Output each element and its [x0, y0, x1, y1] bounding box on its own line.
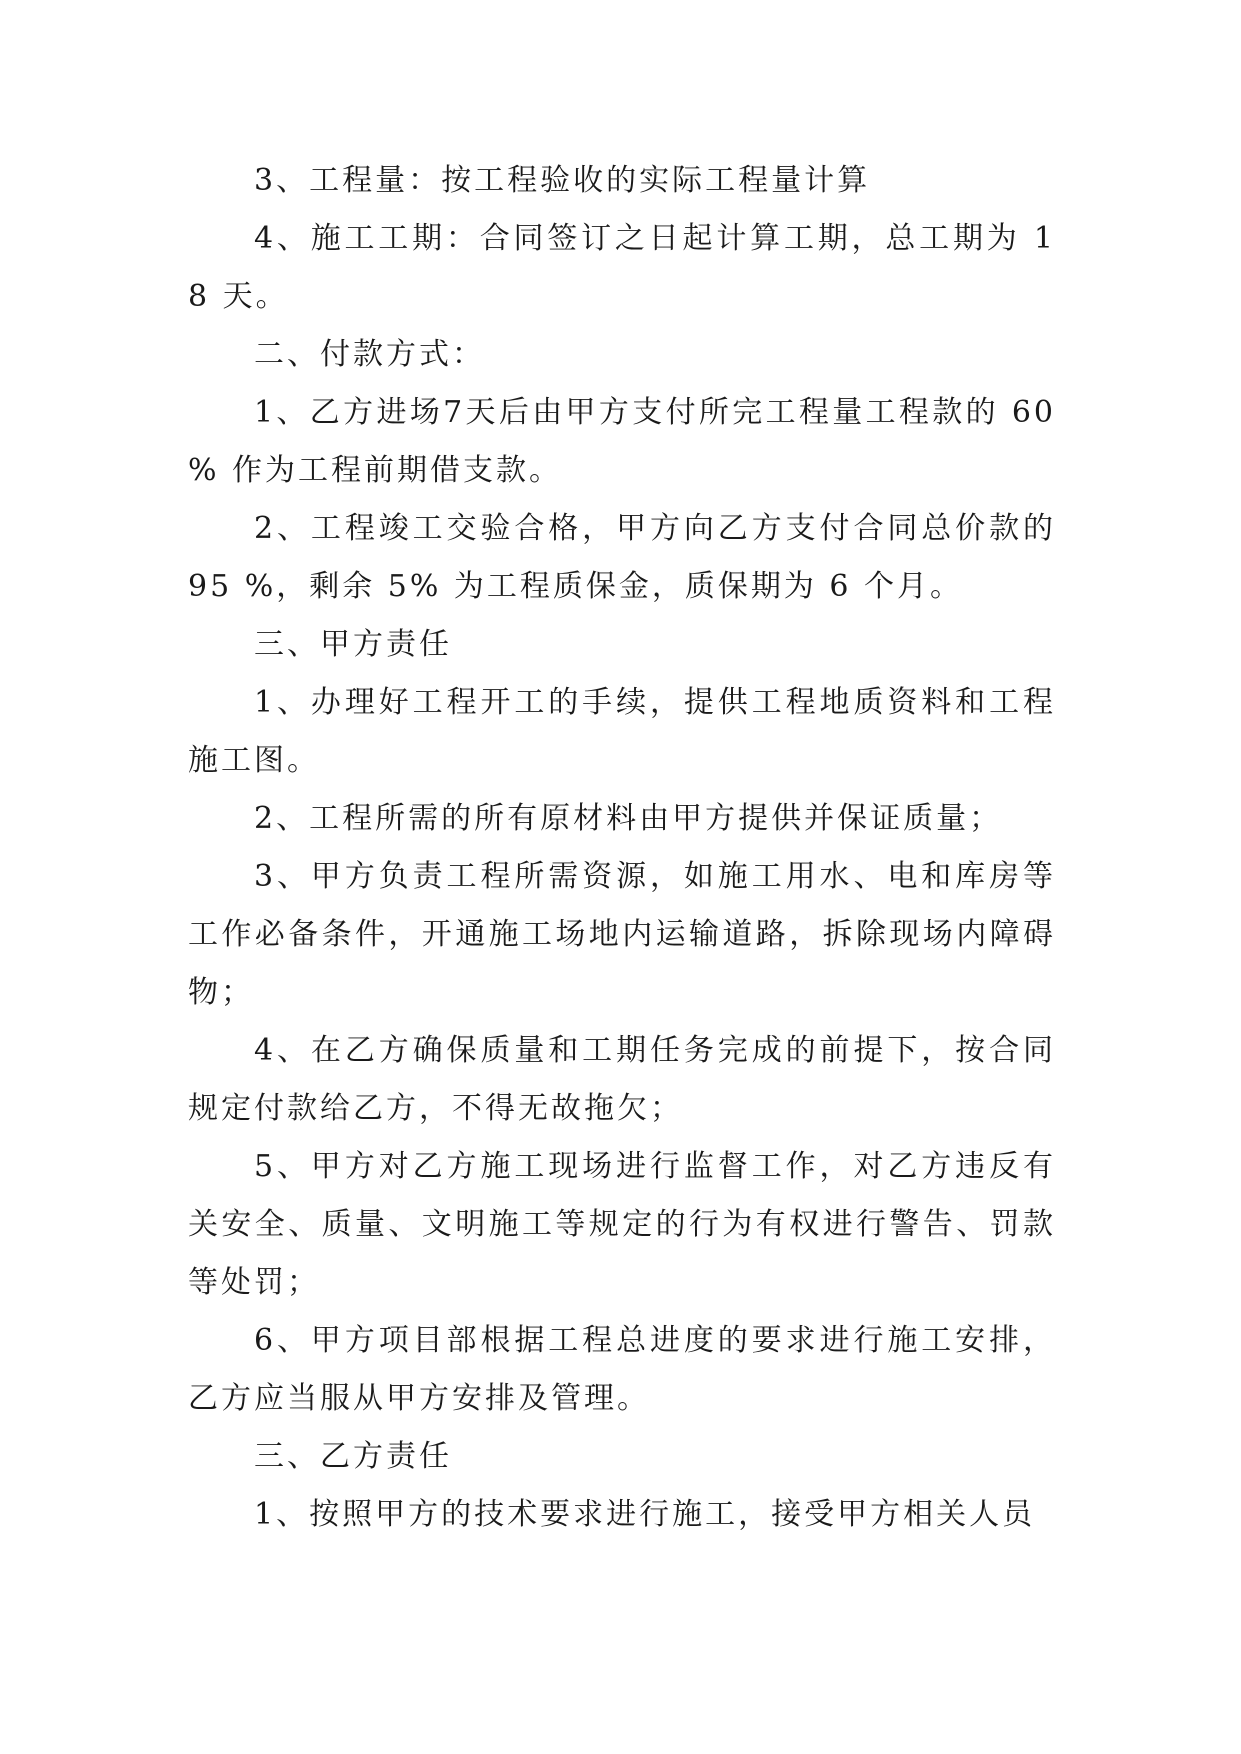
heading-party-a-duties: 三、甲方责任	[254, 627, 452, 662]
paragraph-quantity: 3、工程量：按工程验收的实际工程量计算	[254, 163, 871, 198]
heading-party-b-duties: 三、乙方责任	[254, 1439, 452, 1474]
paragraph-party-a-4: 4、在乙方确保质量和工期任务完成的前提下，按合同规定付款给乙方，不得无故拖欠；	[188, 1033, 1056, 1126]
paragraph-party-a-1: 1、办理好工程开工的手续，提供工程地质资料和工程施工图。	[188, 685, 1056, 778]
paragraph-party-a-6: 6、甲方项目部根据工程总进度的要求进行施工安排，乙方应当服从甲方安排及管理。	[188, 1323, 1056, 1416]
paragraph-payment-2: 2、工程竣工交验合格，甲方向乙方支付合同总价款的 95 %，剩余 5% 为工程质保金，质保期为 6 个月。	[188, 511, 1056, 604]
paragraph-party-b-1: 1、按照甲方的技术要求进行施工，接受甲方相关人员	[254, 1497, 1036, 1532]
paragraph-payment-1: 1、乙方进场7天后由甲方支付所完工程量工程款的 60 % 作为工程前期借支款。	[188, 395, 1056, 488]
paragraph-party-a-5: 5、甲方对乙方施工现场进行监督工作，对乙方违反有关安全、质量、文明施工等规定的行为有权进行警告、罚款等处罚；	[188, 1149, 1056, 1300]
paragraph-duration: 4、施工工期：合同签订之日起计算工期，总工期为 18 天。	[188, 221, 1056, 314]
document-body	[188, 152, 1056, 1544]
heading-payment: 二、付款方式：	[254, 337, 485, 372]
paragraph-party-a-2: 2、工程所需的所有原材料由甲方提供并保证质量；	[254, 801, 1003, 836]
paragraph-party-a-3: 3、甲方负责工程所需资源，如施工用水、电和库房等工作必备条件，开通施工场地内运输道路，拆除现场内障碍物；	[188, 859, 1056, 1010]
